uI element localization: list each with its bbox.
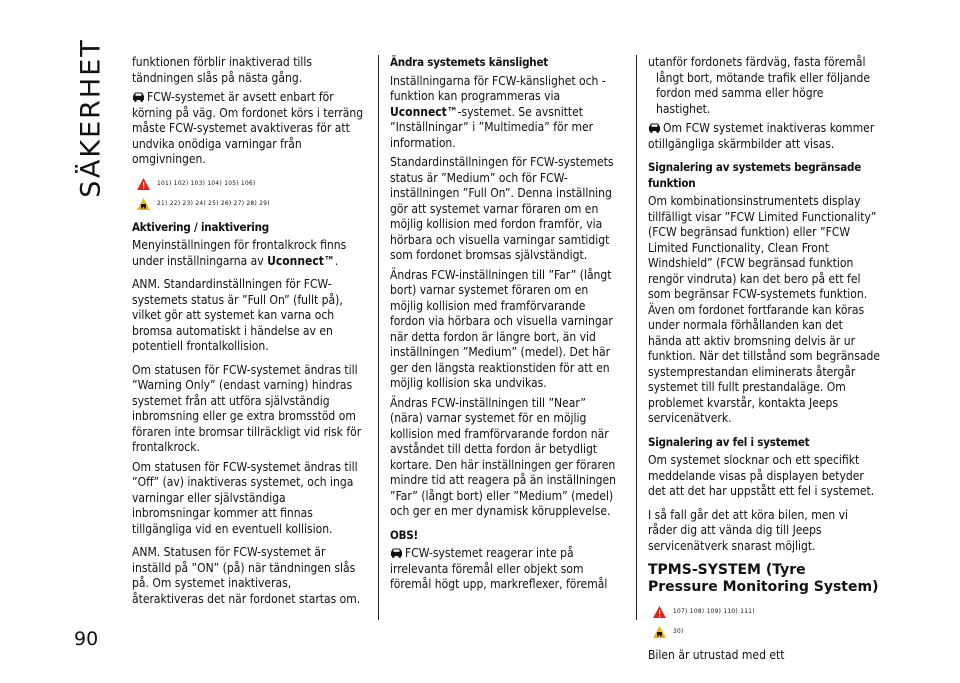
paragraph: ANM. Statusen för FCW-systemet är inställd på ”ON” (på) när tändningen slås på. Om systemet inaktiveras, återaktiveras det när fordonet startas om. [132,545,361,606]
page-number: 90 [74,628,99,650]
paragraph: funktionen förblir inaktiverad tills tändningen slås på nästa gång. [132,55,313,85]
paragraph: Om FCW systemet inaktiveras kommer otillgängliga skärmbilder att visas. [648,121,875,151]
caution-triangle-icon [136,197,151,211]
paragraph: ANM. Standardinställningen för FCW-systemets status är ”Full On” (fullt på), vilket gör att systemet kan varna och bromsa automatiskt i händelse av en potentiell frontalkollision. [132,277,343,353]
caution-references: 21) 22) 23) 24) 25) 26) 27) 28) 29) [136,196,364,212]
warning-references: 101) 102) 103) 104) 105) 106) [136,176,364,192]
column-3 [648,55,880,672]
caution-triangle-icon [652,625,667,639]
paragraph: Ändras FCW-inställningen till ”Near” (nära) varnar systemet för en möjlig kollision med framförvarande fordon när avståndet till detta fordon är betydligt kortare. Den här inställningen ger föraren mindre tid att reagera på än inställningen ”Far” (långt bort) eller ”Medium” (medel) och ger en mer dynamisk körupplevelse. [390,395,617,518]
car-icon [390,547,403,558]
warning-triangle-icon [652,605,667,619]
paragraph: FCW-systemet är avsett enbart för körning på väg. Om fordonet körs i terräng måste FCW-systemet avaktiveras för att undvika onödiga varningar från omgivningen. [132,90,364,166]
car-icon [132,91,145,102]
paragraph: Om kombinationsinstrumentets display tillfälligt visar ”FCW Limited Functionality” (FCW begränsad funktion) eller ”FCW Limited Functionality, Clean Front Windshield” (FCW begränsad funktion rengör vindruta) kan det bero på ett fel som begränsar FCW-systemets funktion. Även om fordonet fortfarande kan köras under normala förhållanden kan det hända att aktiv bromsning delvis är ur funktion. När det tillstånd som begränsade systemprestandan eliminerats återgår systemet till fullt prestandaläge. Om problemet kvarstår, kontakta Jeeps servicenätverk. [648,194,880,425]
paragraph: Bilen är utrustad med ett [648,648,785,662]
paragraph: I så fall går det att köra bilen, men vi råder dig att vända dig till Jeeps servicenätverk snarast möjligt. [648,507,849,553]
paragraph: utanför fordonets färdväg, fasta föremål långt bort, mötande trafik eller följande fordon med samma eller högre hastighet. [648,55,870,116]
section-heading: Signalering av systemets begränsade funktion [648,160,862,190]
paragraph: FCW-systemet reagerar inte på irrelevanta föremål eller objekt som föremål högt upp, markreflexer, föremål [390,546,608,591]
chapter-heading: TPMS-SYSTEM (Tyre Pressure Monitoring System) [648,562,879,595]
caution-references: 30) [652,624,880,640]
section-title-vertical: SÄKERHET [75,38,107,198]
paragraph: Om systemet slocknar och ett specifikt meddelande visas på displayen betyder det att det har uppstått ett fel i systemet. [648,453,875,498]
column-2 [390,55,622,601]
paragraph: Inställningarna för FCW-känslighet och -funktion kan programmeras via Uconnect™-systemet. Se avsnittet ”Inställningar” i ”Multimedia” för mer information. [390,73,606,150]
section-heading: Aktivering / inaktivering [132,219,269,234]
paragraph: Menyinställningen för frontalkrock finns under inställningarna av Uconnect™. [132,238,347,268]
column-divider [636,55,637,620]
warning-references: 107) 108) 109) 110) 111) [652,604,880,620]
car-icon [648,122,661,133]
paragraph: Standardinställningen för FCW-systemets status är ”Medium” och för FCW-inställningen ”Full On”. Denna inställning gör att systemet varnar föraren om en möjlig kollision med fordon framför, via hörbara och visuella varningar samtidigt som fordonet bromsas självständigt. [390,155,614,262]
paragraph: Om statusen för FCW-systemet ändras till ”Off” (av) inaktiveras systemet, och inga varningar eller självständiga inbromsningar kommer att finnas tillgängliga vid en eventuell kollision. [132,459,358,536]
section-heading: Ändra systemets känslighet [390,55,549,69]
paragraph: Ändras FCW-inställningen till ”Far” (långt bort) varnar systemet föraren om en möjlig kollision med framförvarande fordon via hörbara och visuella varningar när detta fordon är längre bort, än vid inställningen ”Medium” (medel). Det här ger den längsta reaktionstiden för att en möjlig kollision ska undvikas. [390,267,613,390]
column-1 [132,55,364,615]
section-heading: Signalering av fel i systemet [648,434,810,449]
column-divider [378,55,379,620]
warning-triangle-icon [136,177,151,191]
paragraph: Om statusen för FCW-systemet ändras till ”Warning Only” (endast varning) hindras systemet från att utföra självständig inbromsning eller ge extra bromsstöd om föraren inte bromsar tillräckligt vid risk för frontalkrock. [132,362,362,454]
section-heading: OBS! [390,527,419,542]
